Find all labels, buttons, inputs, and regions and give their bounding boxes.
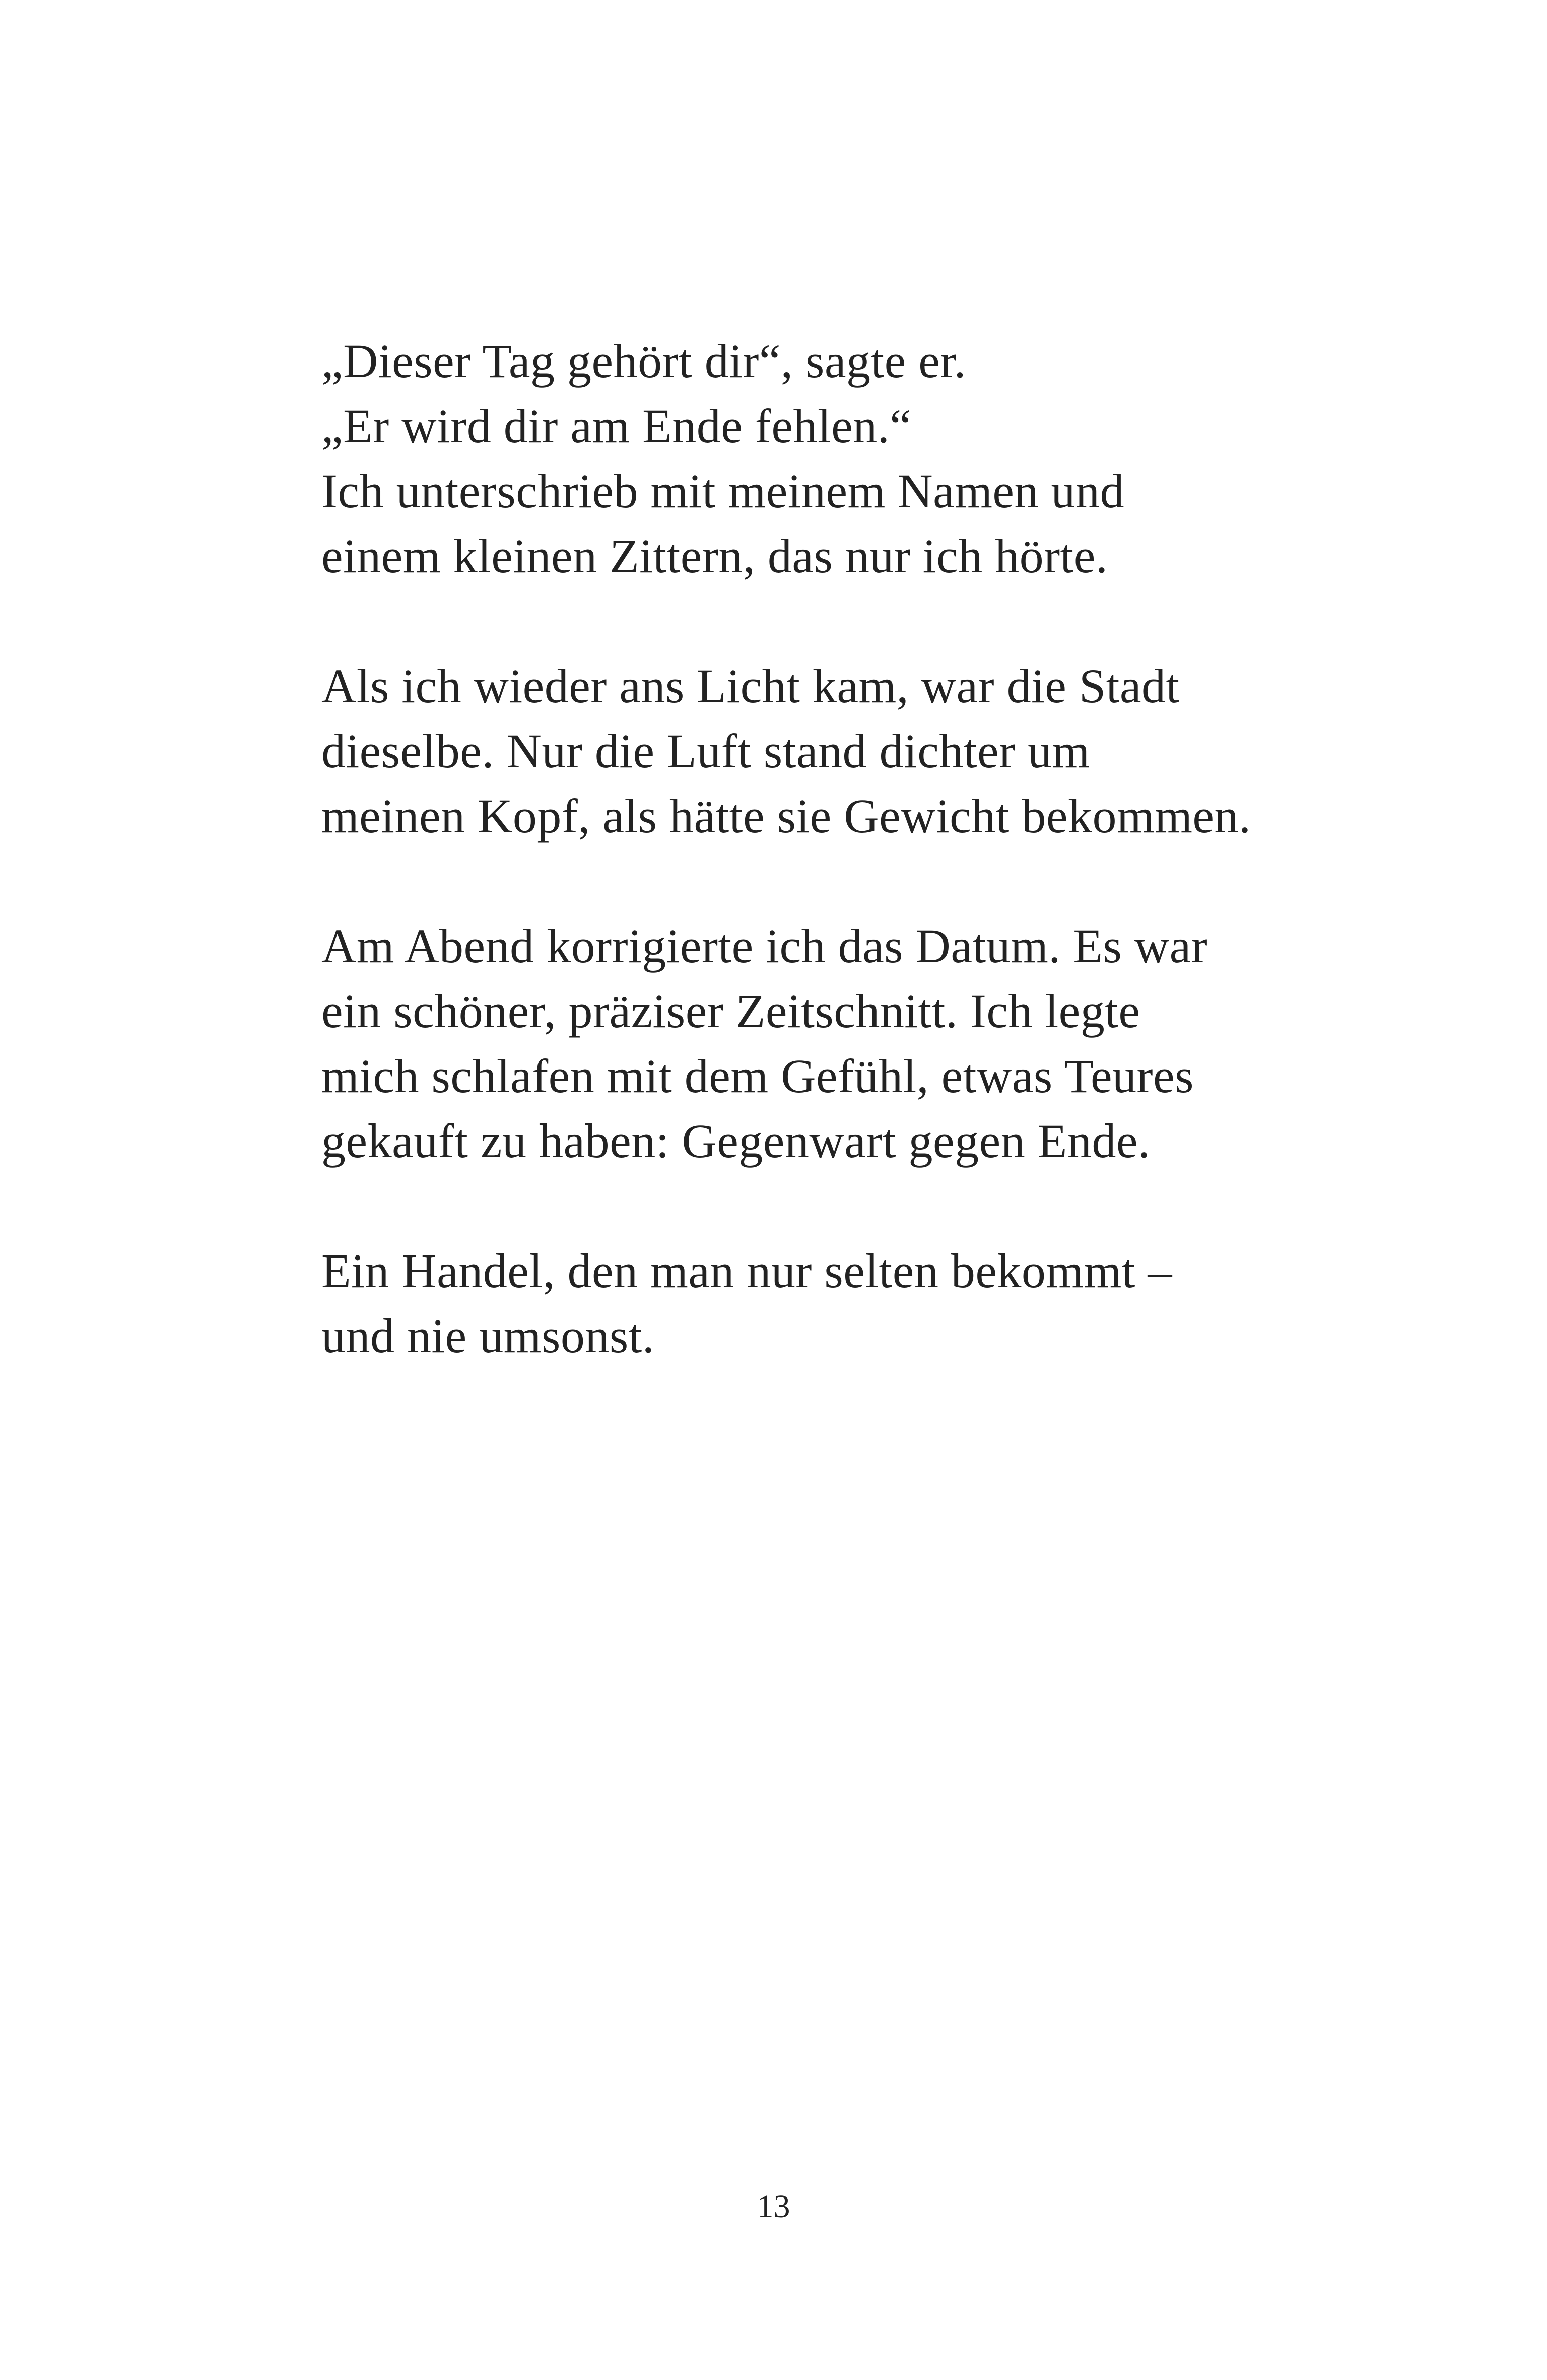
text-line: und nie umsonst. xyxy=(321,1309,655,1363)
text-line: Ein Handel, den man nur selten bekommt – xyxy=(321,1244,1172,1298)
text-line: Am Abend korrigierte ich das Datum. Es war xyxy=(321,919,1208,973)
paragraph-3 xyxy=(321,913,1329,1173)
text-line: „Dieser Tag gehört dir“, sagte er. xyxy=(321,334,966,388)
text-line: „Er wird dir am Ende fehlen.“ xyxy=(321,399,912,453)
text-line: ein schöner, präziser Zeitschnitt. Ich legte xyxy=(321,984,1140,1038)
text-line: einem kleinen Zittern, das nur ich hörte. xyxy=(321,529,1108,583)
paragraph-2 xyxy=(321,653,1329,848)
text-line: gekauft zu haben: Gegenwart gegen Ende. xyxy=(321,1114,1151,1168)
text-line: mich schlafen mit dem Gefühl, etwas Teures xyxy=(321,1049,1194,1103)
text-line: meinen Kopf, als hätte sie Gewicht bekommen. xyxy=(321,789,1251,843)
paragraph-4 xyxy=(321,1238,1329,1368)
text-line: Als ich wieder ans Licht kam, war die Stadt xyxy=(321,659,1180,713)
text-line: Ich unterschrieb mit meinem Namen und xyxy=(321,464,1125,518)
body-text xyxy=(321,328,1329,1433)
text-line: dieselbe. Nur die Luft stand dichter um xyxy=(321,724,1090,778)
page-number: 13 xyxy=(757,2188,790,2225)
paragraph-1 xyxy=(321,328,1329,588)
